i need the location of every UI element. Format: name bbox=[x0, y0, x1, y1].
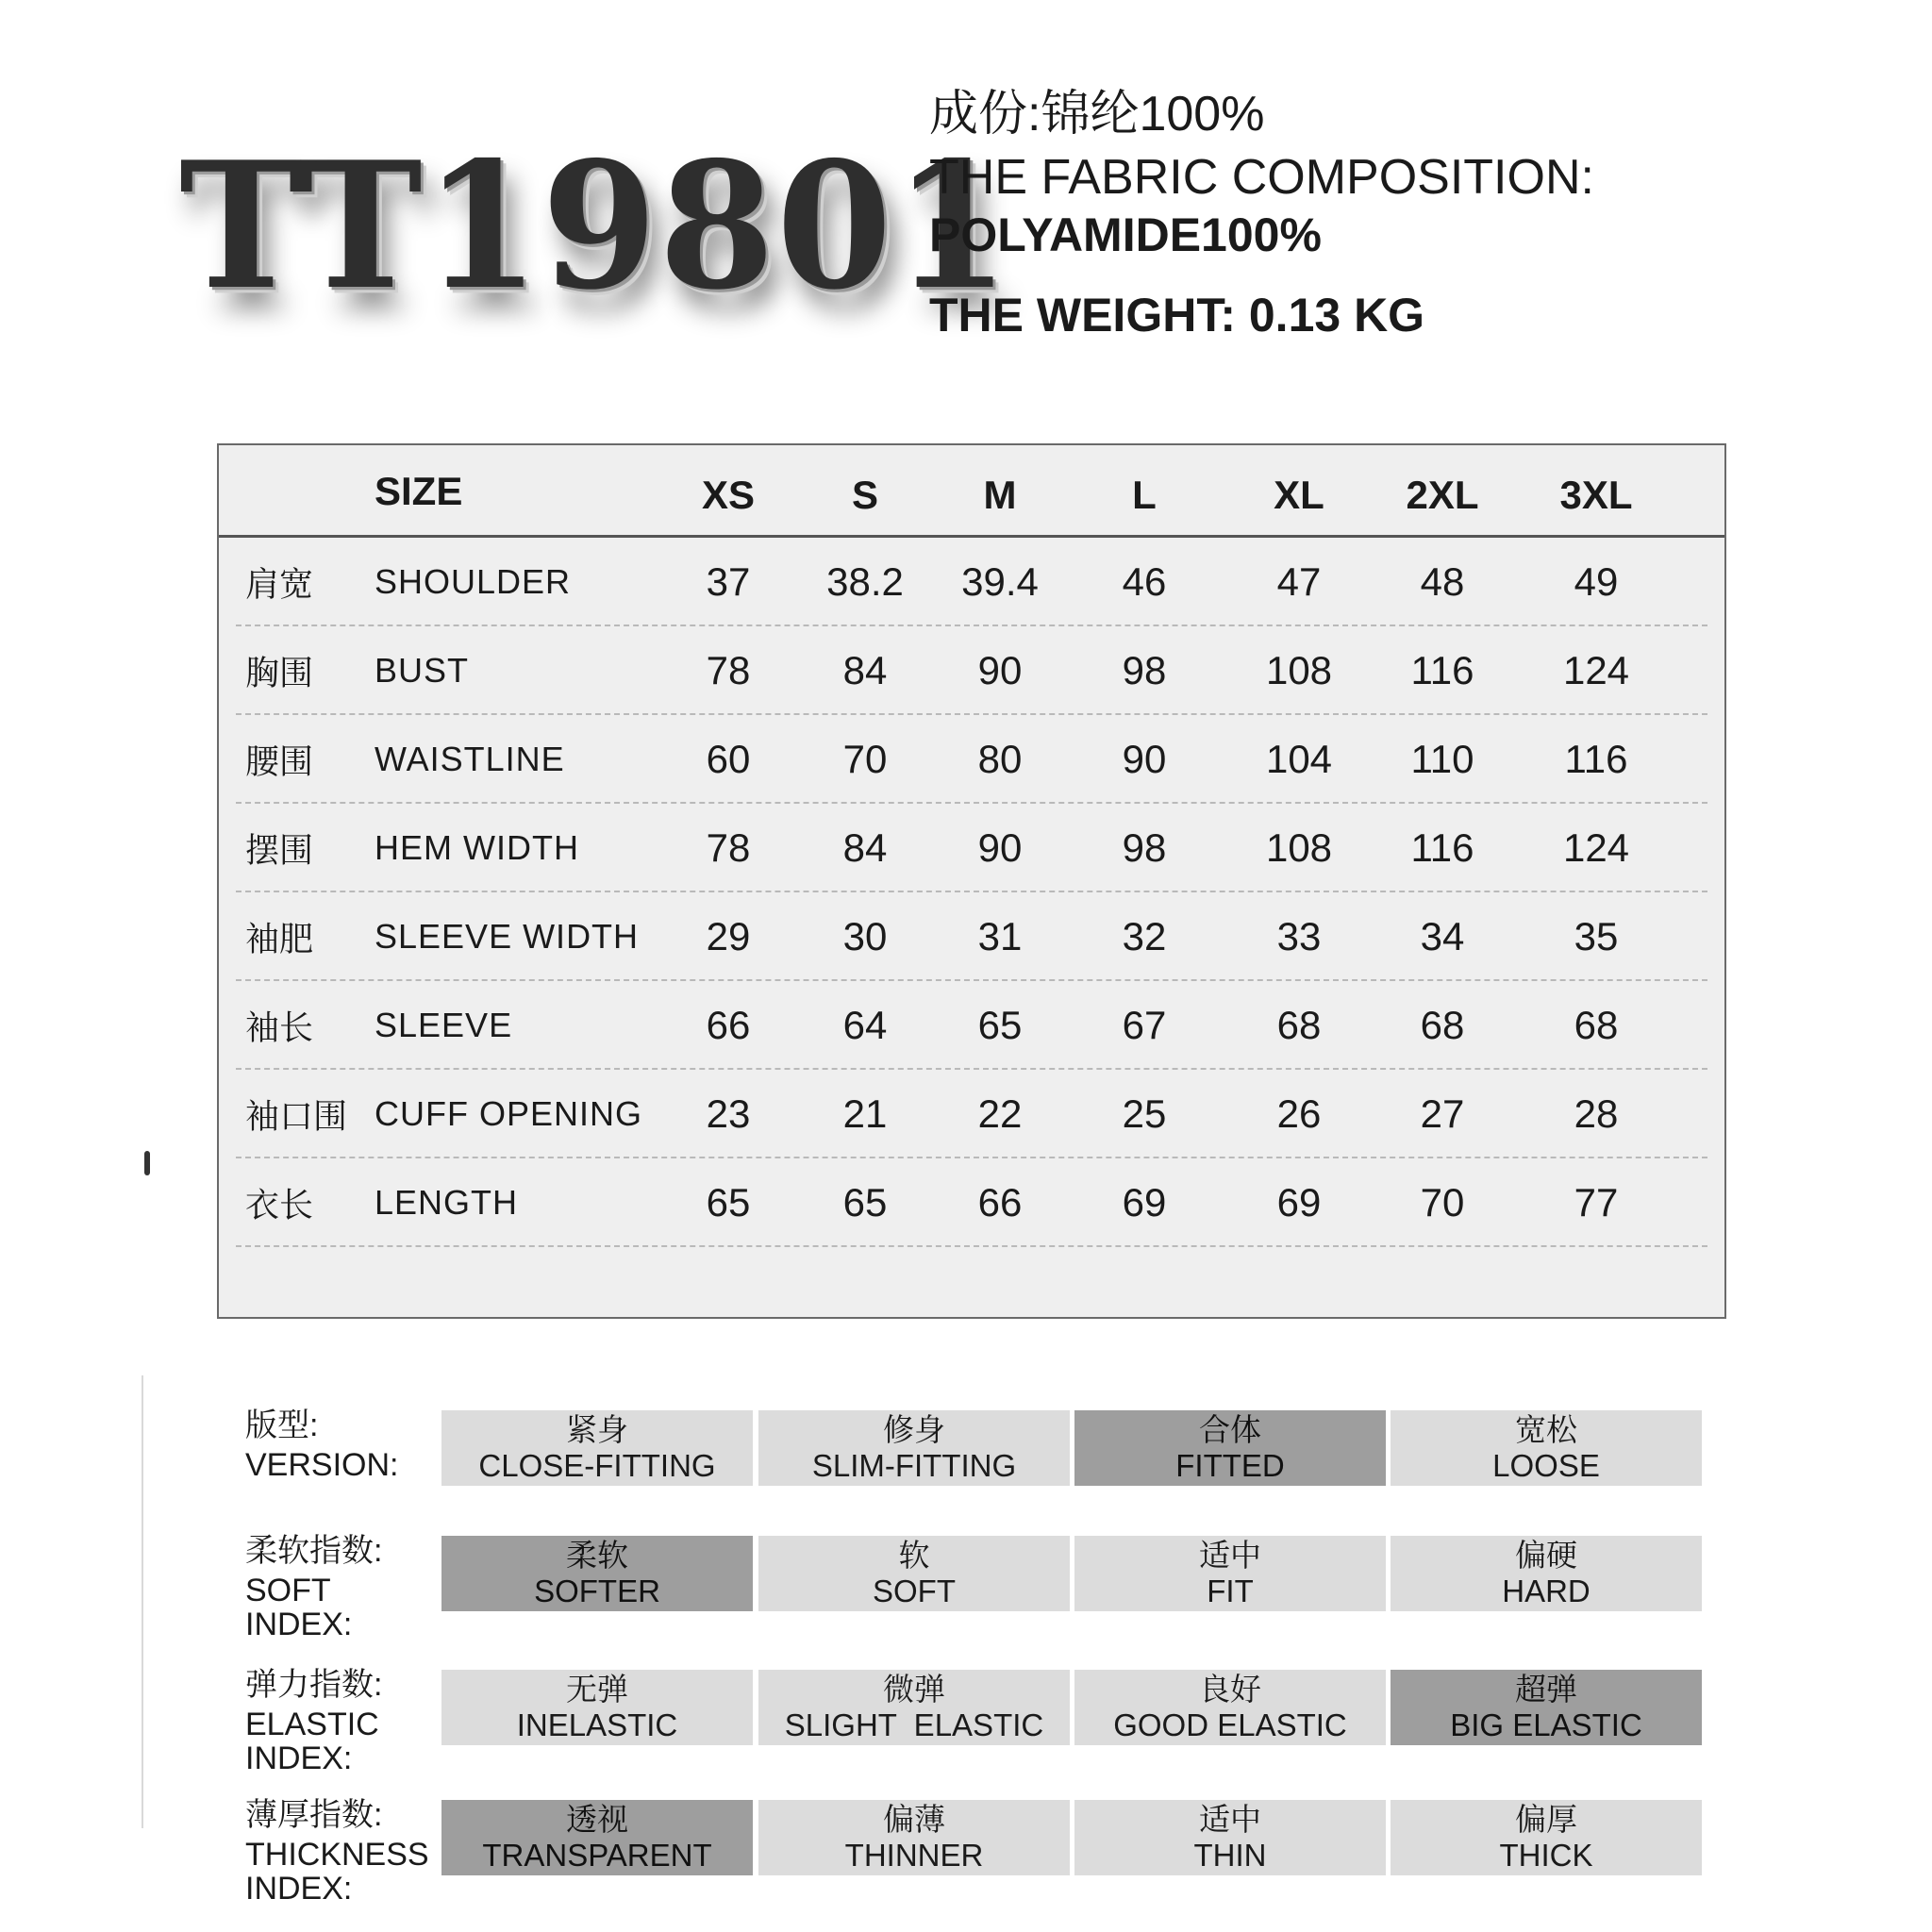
measurement-value: 66 bbox=[706, 1003, 751, 1047]
measurement-value: 65 bbox=[842, 1180, 888, 1224]
measurement-name-en: WAISTLINE bbox=[375, 740, 565, 778]
measurement-value: 30 bbox=[842, 914, 888, 958]
composition-value: POLYAMIDE100% bbox=[929, 208, 1322, 261]
attribute-label bbox=[245, 1798, 429, 1906]
measurement-name-cn: 摆围 bbox=[245, 830, 314, 870]
measurement-name-en: CUFF OPENING bbox=[375, 1094, 643, 1133]
measurement-value: 66 bbox=[977, 1180, 1023, 1224]
measurement-name-en: SLEEVE WIDTH bbox=[375, 917, 640, 956]
attribute-label-en: INDEX: bbox=[245, 1871, 353, 1907]
size-header-l: L bbox=[1132, 473, 1157, 517]
option-label-cn: 合体 bbox=[1199, 1412, 1261, 1447]
measurement-name-cn: 袖肥 bbox=[245, 919, 314, 958]
attribute-label-cn: 薄厚指数: bbox=[245, 1797, 383, 1833]
attribute-label-en: INDEX: bbox=[245, 1740, 353, 1776]
attribute-option bbox=[758, 1800, 1070, 1875]
fabric-weight: THE WEIGHT: 0.13 KG bbox=[929, 289, 1425, 341]
measurement-value: 31 bbox=[977, 914, 1023, 958]
attribute-label bbox=[245, 1534, 382, 1641]
size-header-s: S bbox=[851, 473, 879, 517]
measurement-value: 32 bbox=[1122, 914, 1167, 958]
attribute-label-en: INDEX: bbox=[245, 1607, 353, 1642]
measurement-value: 110 bbox=[1410, 737, 1474, 781]
measurement-value: 28 bbox=[1574, 1091, 1619, 1136]
measurement-value: 84 bbox=[842, 825, 888, 870]
measurement-value: 48 bbox=[1420, 559, 1465, 604]
measurement-value: 65 bbox=[977, 1003, 1023, 1047]
measurement-name-en: SHOULDER bbox=[375, 562, 572, 601]
measurement-value: 33 bbox=[1276, 914, 1322, 958]
option-label-cn: 偏薄 bbox=[883, 1802, 945, 1837]
attribute-option bbox=[1391, 1536, 1702, 1611]
option-label-en: THIN bbox=[1193, 1838, 1267, 1873]
measurement-value: 98 bbox=[1122, 648, 1167, 692]
option-label-en: SOFTER bbox=[534, 1574, 660, 1608]
measurement-value: 38.2 bbox=[826, 559, 904, 604]
attribute-option bbox=[441, 1410, 753, 1486]
measurement-name-cn: 袖长 bbox=[245, 1008, 314, 1047]
measurement-value: 90 bbox=[1122, 737, 1167, 781]
measurement-value: 21 bbox=[842, 1091, 888, 1136]
attribute-label-cn: 弹力指数: bbox=[245, 1667, 383, 1703]
measurement-name-cn: 肩宽 bbox=[245, 564, 314, 604]
option-label-en: BIG ELASTIC bbox=[1450, 1707, 1642, 1742]
table-row bbox=[236, 1158, 1707, 1247]
option-label-en: THICK bbox=[1499, 1838, 1593, 1873]
option-label-cn: 透视 bbox=[566, 1802, 628, 1837]
product-code-logo: TT19801 bbox=[179, 123, 1011, 329]
measurement-value: 23 bbox=[706, 1091, 751, 1136]
option-label-cn: 偏硬 bbox=[1515, 1538, 1577, 1573]
option-label-en: SLIM-FITTING bbox=[811, 1448, 1017, 1483]
option-label-cn: 宽松 bbox=[1515, 1412, 1577, 1447]
size-chart-header bbox=[219, 445, 1724, 538]
size-header-xl: XL bbox=[1274, 473, 1324, 517]
attribute-option-selected bbox=[1391, 1670, 1702, 1745]
measurement-value: 29 bbox=[706, 914, 751, 958]
composition-cn: 成份:锦纶100% bbox=[929, 87, 1265, 142]
option-label-en: TRANSPARENT bbox=[482, 1838, 712, 1873]
option-label-en: LOOSE bbox=[1492, 1448, 1600, 1483]
table-row bbox=[236, 892, 1707, 981]
size-header-m: M bbox=[983, 473, 1017, 517]
measurement-value: 47 bbox=[1276, 559, 1322, 604]
attribute-option bbox=[758, 1410, 1070, 1486]
option-label-cn: 柔软 bbox=[566, 1538, 628, 1573]
attribute-option bbox=[441, 1670, 753, 1745]
attribute-label bbox=[245, 1408, 398, 1482]
option-label-cn: 无弹 bbox=[566, 1672, 628, 1707]
option-label-cn: 微弹 bbox=[883, 1672, 945, 1707]
attribute-label-cn: 柔软指数: bbox=[245, 1533, 383, 1569]
measurement-value: 46 bbox=[1122, 559, 1167, 604]
measurement-name-cn: 袖口围 bbox=[245, 1096, 348, 1136]
measurement-value: 116 bbox=[1410, 825, 1474, 870]
measurement-value: 68 bbox=[1574, 1003, 1619, 1047]
measurement-name-cn: 腰围 bbox=[245, 741, 314, 781]
measurement-value: 124 bbox=[1562, 648, 1630, 692]
table-row bbox=[236, 1070, 1707, 1158]
attribute-option-selected bbox=[441, 1800, 753, 1875]
attribute-label-en: SOFT bbox=[245, 1573, 331, 1608]
measurement-value: 77 bbox=[1574, 1180, 1619, 1224]
table-row bbox=[236, 981, 1707, 1070]
attribute-label bbox=[245, 1668, 382, 1775]
size-header-label: SIZE bbox=[375, 469, 463, 513]
measurement-value: 39.4 bbox=[961, 559, 1039, 604]
attribute-option bbox=[1074, 1670, 1386, 1745]
table-row bbox=[236, 538, 1707, 626]
option-label-en: HARD bbox=[1502, 1574, 1591, 1608]
measurement-value: 84 bbox=[842, 648, 888, 692]
option-label-en: FITTED bbox=[1175, 1448, 1285, 1483]
size-chart-table bbox=[217, 443, 1726, 1319]
measurement-value: 60 bbox=[706, 737, 751, 781]
option-label-en: CLOSE-FITTING bbox=[478, 1448, 716, 1483]
measurement-value: 68 bbox=[1420, 1003, 1465, 1047]
measurement-value: 68 bbox=[1276, 1003, 1322, 1047]
attribute-option bbox=[758, 1670, 1070, 1745]
option-label-en: GOOD ELASTIC bbox=[1113, 1707, 1347, 1742]
measurement-value: 90 bbox=[977, 825, 1023, 870]
measurement-value: 108 bbox=[1265, 648, 1333, 692]
measurement-value: 37 bbox=[706, 559, 751, 604]
measurement-value: 78 bbox=[706, 648, 751, 692]
measurement-value: 65 bbox=[706, 1180, 751, 1224]
measurement-name-en: SLEEVE bbox=[375, 1006, 513, 1044]
measurement-value: 22 bbox=[977, 1091, 1023, 1136]
table-row bbox=[236, 626, 1707, 715]
measurement-value: 26 bbox=[1276, 1091, 1322, 1136]
measurement-value: 90 bbox=[977, 648, 1023, 692]
attribute-option-selected bbox=[1074, 1410, 1386, 1486]
table-row bbox=[236, 715, 1707, 804]
measurement-value: 67 bbox=[1122, 1003, 1167, 1047]
measurement-name-en: HEM WIDTH bbox=[375, 828, 579, 867]
option-label-cn: 超弹 bbox=[1515, 1672, 1577, 1707]
attribute-label-en: THICKNESS bbox=[245, 1837, 429, 1873]
option-label-cn: 软 bbox=[898, 1538, 930, 1573]
measurement-value: 116 bbox=[1564, 737, 1628, 781]
edge-mark-dot bbox=[144, 1151, 150, 1175]
size-header-3xl: 3XL bbox=[1559, 473, 1633, 517]
measurement-value: 116 bbox=[1410, 648, 1474, 692]
attribute-option bbox=[1391, 1800, 1702, 1875]
measurement-value: 108 bbox=[1265, 825, 1333, 870]
measurement-value: 70 bbox=[1420, 1180, 1465, 1224]
measurement-value: 35 bbox=[1574, 914, 1619, 958]
attribute-option bbox=[1391, 1410, 1702, 1486]
measurement-value: 27 bbox=[1420, 1091, 1465, 1136]
option-label-cn: 良好 bbox=[1199, 1672, 1261, 1707]
row-divider bbox=[236, 1245, 1707, 1247]
size-header-xs: XS bbox=[701, 473, 756, 517]
measurement-value: 64 bbox=[842, 1003, 888, 1047]
measurement-value: 124 bbox=[1562, 825, 1630, 870]
measurement-value: 49 bbox=[1574, 559, 1619, 604]
size-header-2xl: 2XL bbox=[1406, 473, 1479, 517]
measurement-name-cn: 胸围 bbox=[245, 653, 314, 692]
measurement-value: 104 bbox=[1265, 737, 1333, 781]
option-label-en: FIT bbox=[1207, 1574, 1254, 1608]
attribute-label-en: VERSION: bbox=[245, 1447, 399, 1483]
measurement-name-en: BUST bbox=[375, 651, 470, 690]
option-label-cn: 适中 bbox=[1199, 1538, 1261, 1573]
option-label-en: SOFT bbox=[873, 1574, 956, 1608]
option-label-cn: 紧身 bbox=[566, 1412, 628, 1447]
measurement-value: 78 bbox=[706, 825, 751, 870]
option-label-en: THINNER bbox=[844, 1838, 984, 1873]
option-label-cn: 适中 bbox=[1199, 1802, 1261, 1837]
measurement-name-en: LENGTH bbox=[375, 1183, 519, 1222]
measurement-name-cn: 衣长 bbox=[245, 1185, 314, 1224]
measurement-value: 69 bbox=[1276, 1180, 1322, 1224]
measurement-value: 80 bbox=[977, 737, 1023, 781]
attribute-label-en: ELASTIC bbox=[245, 1707, 379, 1742]
table-row bbox=[236, 804, 1707, 892]
option-label-cn: 偏厚 bbox=[1515, 1802, 1577, 1837]
attribute-label-cn: 版型: bbox=[245, 1407, 319, 1443]
composition-label: THE FABRIC COMPOSITION: bbox=[929, 150, 1594, 205]
option-label-en: SLIGHT ELASTIC bbox=[784, 1707, 1044, 1742]
measurement-value: 98 bbox=[1122, 825, 1167, 870]
attribute-option bbox=[758, 1536, 1070, 1611]
option-label-en: INELASTIC bbox=[516, 1707, 678, 1742]
measurement-value: 69 bbox=[1122, 1180, 1167, 1224]
attribute-option-selected bbox=[441, 1536, 753, 1611]
attribute-option bbox=[1074, 1536, 1386, 1611]
edge-mark-line bbox=[142, 1375, 143, 1828]
measurement-value: 34 bbox=[1420, 914, 1465, 958]
attribute-option bbox=[1074, 1800, 1386, 1875]
measurement-value: 25 bbox=[1122, 1091, 1167, 1136]
option-label-cn: 修身 bbox=[883, 1412, 945, 1447]
measurement-value: 70 bbox=[842, 737, 888, 781]
